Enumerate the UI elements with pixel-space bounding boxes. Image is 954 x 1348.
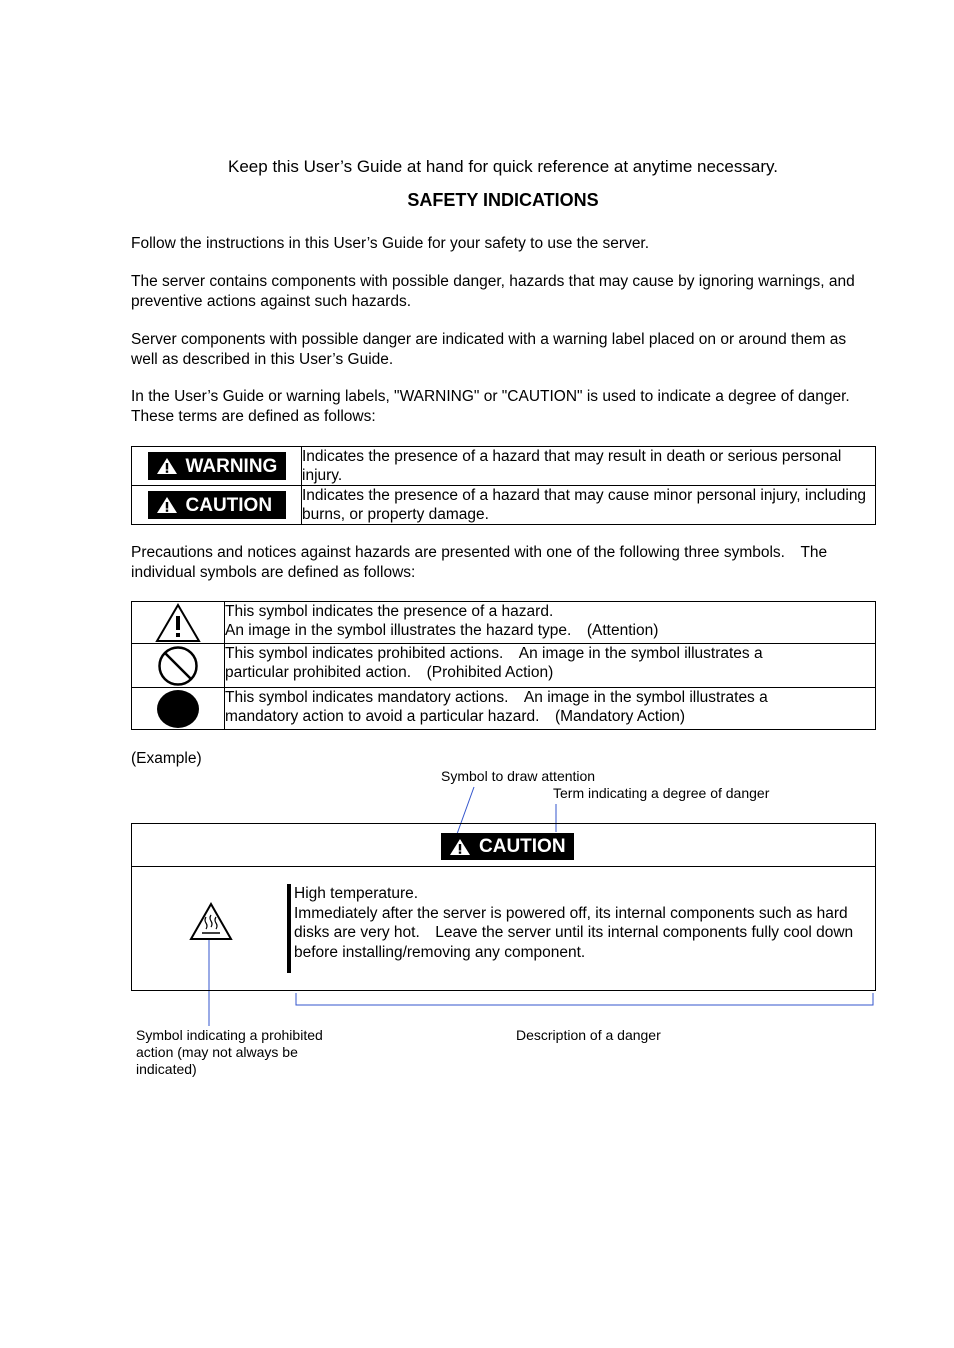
paragraph-warning-label: Server components with possible danger are indicated with a warning label placed on or around them as well as described in this User’s Guide. — [131, 331, 847, 368]
paragraph-components-danger: The server contains components with possible danger, hazards that may cause by ignoring warnings, and preventive actions against such hazards. — [131, 273, 855, 310]
page-title: SAFETY INDICATIONS — [407, 190, 599, 210]
example-caution-text: CAUTION — [479, 835, 566, 857]
paragraph-symbols-intro: Precautions and notices against hazards are presented with one of the following three symbols. The individual symbols are defined as follows: — [131, 544, 828, 581]
example-caution-label — [441, 833, 574, 860]
attention-line2: An image in the symbol illustrates the hazard type. (Attention) — [225, 622, 659, 639]
prohibited-line2: particular prohibited action. (Prohibited Action) — [225, 664, 554, 681]
example-header — [132, 824, 875, 867]
prohibited-line1: This symbol indicates prohibited actions. An image in the symbol illustrates a — [225, 645, 763, 662]
warning-label-text: WARNING — [185, 455, 278, 477]
keep-guide-note: Keep this User’s Guide at hand for quick reference at anytime necessary. — [228, 157, 778, 176]
callout-prohibited-symbol: Symbol indicating a prohibited action (may not always be indicated) — [136, 1027, 323, 1077]
example-heading: (Example) — [131, 750, 202, 767]
warning-description: Indicates the presence of a hazard that may result in death or serious personal injury. — [302, 447, 876, 486]
mandatory-line1: This symbol indicates mandatory actions. An image in the symbol illustrates a — [225, 689, 768, 706]
paragraph-terms-intro: In the User’s Guide or warning labels, "WARNING" or "CAUTION" is used to indicate a degree of danger. These terms are defined as follows: — [131, 388, 866, 425]
mandatory-line2: mandatory action to avoid a particular hazard. (Mandatory Action) — [225, 708, 686, 725]
caution-label-text: CAUTION — [185, 494, 273, 516]
example-box — [131, 823, 876, 991]
example-text-bar — [287, 884, 291, 973]
hot-surface-icon — [189, 902, 233, 942]
example-text-title: High temperature. — [294, 885, 419, 902]
example-text — [294, 884, 869, 962]
attention-line1: This symbol indicates the presence of a hazard. — [225, 603, 554, 620]
example-text-body: Immediately after the server is powered off, its internal components such as hard disks are very hot. Leave the server until its internal components fully cool down before installing/removing any component. — [294, 904, 854, 961]
warning-triangle-icon — [449, 838, 471, 856]
callout-term-danger: Term indicating a degree of danger — [553, 785, 770, 801]
callout-symbol-attention: Symbol to draw attention — [441, 768, 596, 784]
caution-description: Indicates the presence of a hazard that may cause minor personal injury, including burns, or property damage. — [302, 486, 876, 525]
callout-danger-description: Description of a danger — [516, 1027, 661, 1043]
paragraph-follow-instructions: Follow the instructions in this User’s Guide for your safety to use the server. — [131, 235, 650, 252]
